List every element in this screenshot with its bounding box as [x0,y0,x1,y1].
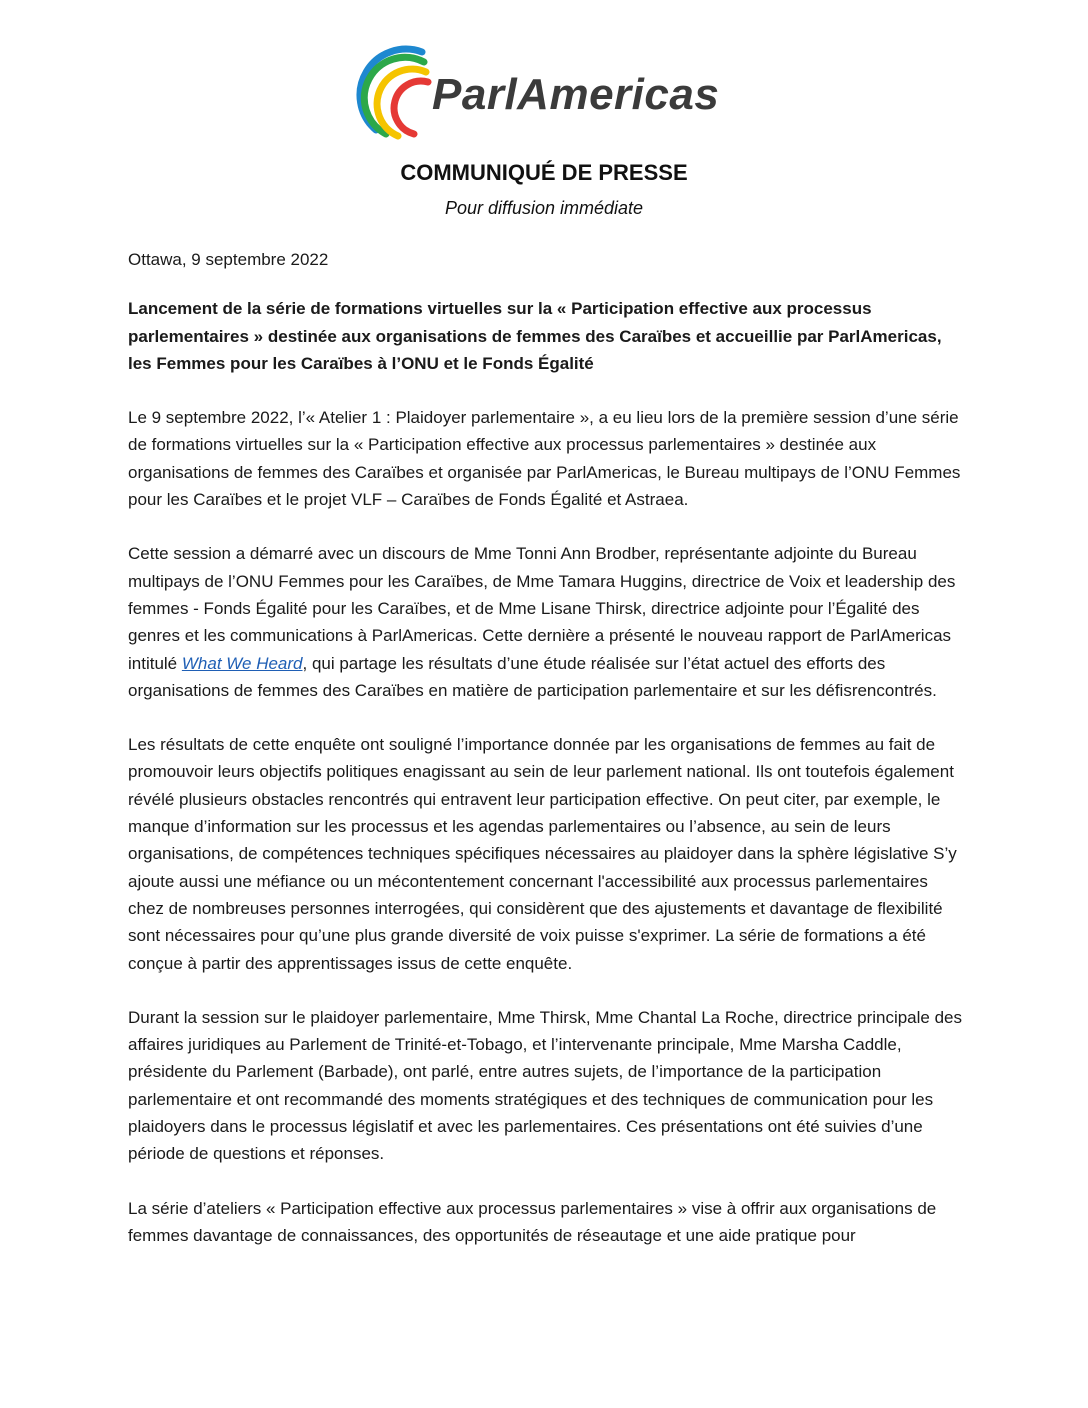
what-we-heard-link[interactable]: What We Heard [181,653,303,673]
dateline: Ottawa, 9 septembre 2022 [128,250,329,269]
paragraph-1: Le 9 septembre 2022, l’« Atelier 1 : Plaidoyer parlementaire », a eu lieu lors de la première session d’une série de formations virtuelles sur la « Participation effective aux processus parlementaires » destinée aux organisations de femmes des Caraïbes et organisée par ParlAmericas, le Bureau multipays de l’ONU Femmes pour les Caraïbes et le projet VLF – Caraïbes de Fonds Égalité et Astraea. [128,408,961,510]
logo-wordmark: ParlAmericas [432,70,720,119]
paragraph-2 [128,540,968,704]
body-content [128,246,968,1276]
paragraph-2-text-after: , qui partage les résultats d’une étude réalisée sur l’état actuel des efforts des organisations de femmes des Caraïbes en matière de participation parlementaire et sur les défisrencontrés. [128,653,937,700]
paragraph-5: La série d’ateliers « Participation effective aux processus parlementaires » vise à offrir aux organisations de femmes davantage de connaissances, des opportunités de réseautage et une aide pratique pour [128,1198,937,1245]
headline: Lancement de la série de formations virtuelles sur la « Participation effective aux processus parlementaires » destinée aux organisations de femmes des Caraïbes et accueillie par ParlAmericas, les Femmes pour les Caraïbes à l’ONU et le Fonds Égalité [128,299,942,373]
paragraph-4: Durant la session sur le plaidoyer parlementaire, Mme Thirsk, Mme Chantal La Roche, directrice principale des affaires juridiques au Parlement de Trinité-et-Tobago, et l’intervenante principale, Mme Marsha Caddle, présidente du Parlement (Barbade), ont parlé, entre autres sujets, de l’importance de la participation parlementaire et ont recommandé des moments stratégiques et des techniques de communication pour les plaidoyers dans le processus législatif et avec les parlementaires. Ces présentations ont été suivies d’une période de questions et réponses. [128,1007,962,1164]
paragraph-3: Les résultats de cette enquête ont souligné l’importance donnée par les organisations de femmes au fait de promouvoir leurs objectifs politiques enagissant au sein de leur parlement national. Ils ont toutefois également révélé plusieurs obstacles rencontrés qui entravent leur participation effective. On peut citer, par exemple, le manque d’information sur les processus et les agendas parlementaires ou l’absence, au sein de leurs organisations, de compétences techniques spécifiques nécessaires au plaidoyer dans la sphère législative S’y ajoute aussi une méfiance ou un mécontentement concernant l'accessibilité aux processus parlementaires chez de nombreuses personnes interrogées, qui considèrent que des ajustements et davantage de flexibilité sont nécessaires pour qu’une plus grande diversité de voix puisse s'exprimer. La série de formations a été conçue à partir des apprentissages issus de cette enquête. [128,735,957,973]
page-title: COMMUNIQUÉ DE PRESSE [400,160,688,185]
page-subtitle: Pour diffusion immédiate [444,198,644,218]
parlamericas-logo [350,44,750,144]
paragraph-2-text-before: Cette session a démarré avec un discours de Mme Tonni Ann Brodber, représentante adjointe du Bureau multipays de l’ONU Femmes pour les Caraïbes, de Mme Tamara Huggins, directrice de Voix et leadership des femmes - Fonds Égalité pour les Caraïbes, et de Mme Lisane Thirsk, directrice adjointe pour l’Égalité des genres et les communications à ParlAmericas. Cette dernière a présenté le nouveau rapport de ParlAmericas intitulé [128,544,956,673]
